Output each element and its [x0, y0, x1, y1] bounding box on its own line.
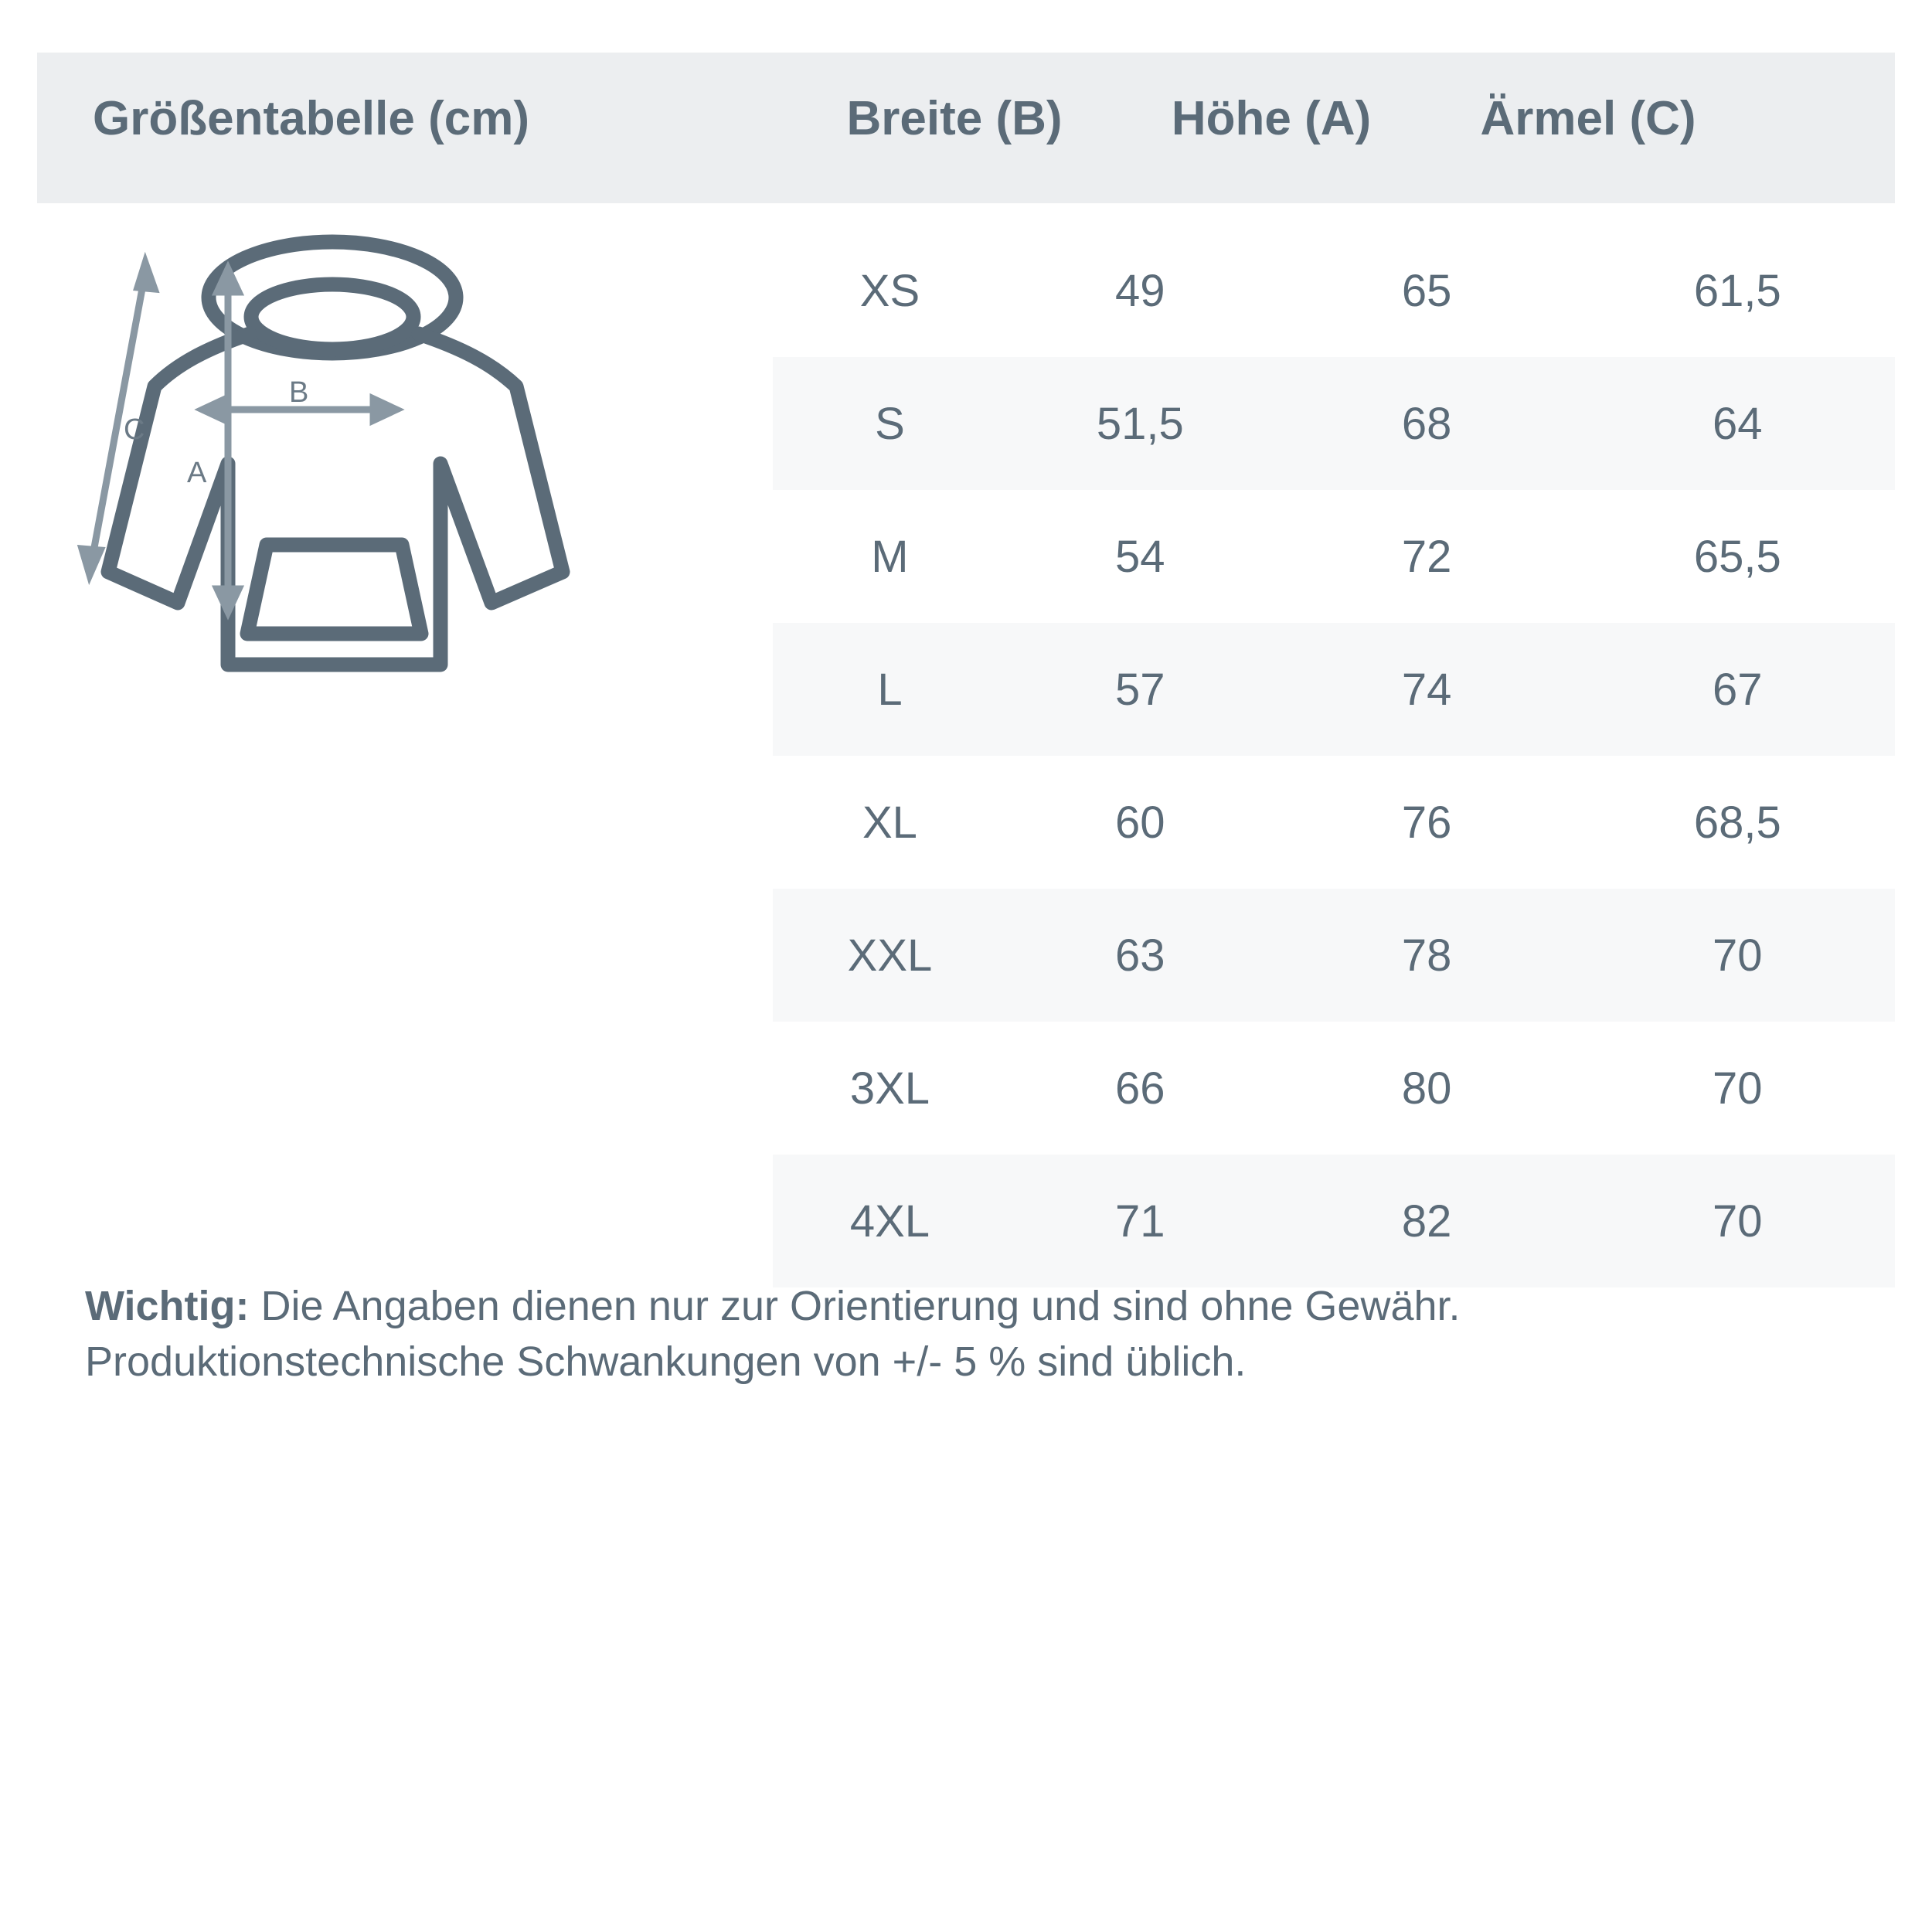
cell-hoehe: 68 [1401, 398, 1452, 449]
footnote-lead: Wichtig: [85, 1283, 250, 1329]
table-column-headers [788, 91, 1895, 146]
cell-aermel: 61,5 [1693, 265, 1781, 316]
cell-breite: 60 [1115, 797, 1165, 848]
footnote-text: Die Angaben dienen nur zur Orientierung und sind ohne Gewähr. Produktionstechnische Schwankungen von +/- 5 % sind üblich. [85, 1283, 1461, 1385]
cell-size: 3XL [849, 1063, 930, 1114]
cell-hoehe: 65 [1401, 265, 1452, 316]
cell-hoehe: 82 [1401, 1196, 1452, 1247]
cell-aermel: 65,5 [1693, 531, 1781, 582]
cell-breite: 71 [1115, 1196, 1165, 1247]
cell-hoehe: 74 [1401, 664, 1452, 715]
cell-aermel: 70 [1713, 1196, 1763, 1247]
table-row [773, 623, 1895, 756]
cell-hoehe: 76 [1401, 797, 1452, 848]
page-title: Größentabelle (cm) [93, 92, 529, 145]
cell-breite: 51,5 [1096, 398, 1184, 449]
cell-size: M [871, 531, 909, 582]
cell-size: L [877, 664, 903, 715]
column-header-breite: Breite (B) [846, 92, 1063, 145]
cell-size: XL [862, 797, 917, 848]
diagram-label-a: A [187, 457, 207, 489]
hoodie-measurement-diagram [62, 232, 773, 842]
table-row [773, 357, 1895, 490]
table-row [773, 490, 1895, 623]
cell-aermel: 67 [1713, 664, 1763, 715]
table-row [773, 1022, 1895, 1155]
cell-size: S [875, 398, 905, 449]
column-header-aermel: Ärmel (C) [1480, 92, 1696, 145]
cell-breite: 49 [1115, 265, 1165, 316]
table-row [773, 889, 1895, 1022]
cell-aermel: 64 [1713, 398, 1763, 449]
cell-hoehe: 80 [1401, 1063, 1452, 1114]
cell-aermel: 68,5 [1693, 797, 1781, 848]
cell-breite: 57 [1115, 664, 1165, 715]
cell-breite: 54 [1115, 531, 1165, 582]
cell-breite: 66 [1115, 1063, 1165, 1114]
diagram-label-b: B [289, 376, 309, 409]
cell-size: XXL [847, 930, 933, 981]
cell-aermel: 70 [1713, 930, 1763, 981]
size-table [773, 224, 1895, 1287]
cell-size: 4XL [849, 1196, 930, 1247]
cell-aermel: 70 [1713, 1063, 1763, 1114]
cell-hoehe: 78 [1401, 930, 1452, 981]
cell-size: XS [859, 265, 920, 316]
cell-breite: 63 [1115, 930, 1165, 981]
table-row [773, 224, 1895, 357]
footnote [85, 1279, 1862, 1390]
table-row [773, 756, 1895, 889]
table-row [773, 1155, 1895, 1287]
diagram-label-c: C [124, 413, 145, 446]
column-header-hoehe: Höhe (A) [1171, 92, 1372, 145]
cell-hoehe: 72 [1401, 531, 1452, 582]
